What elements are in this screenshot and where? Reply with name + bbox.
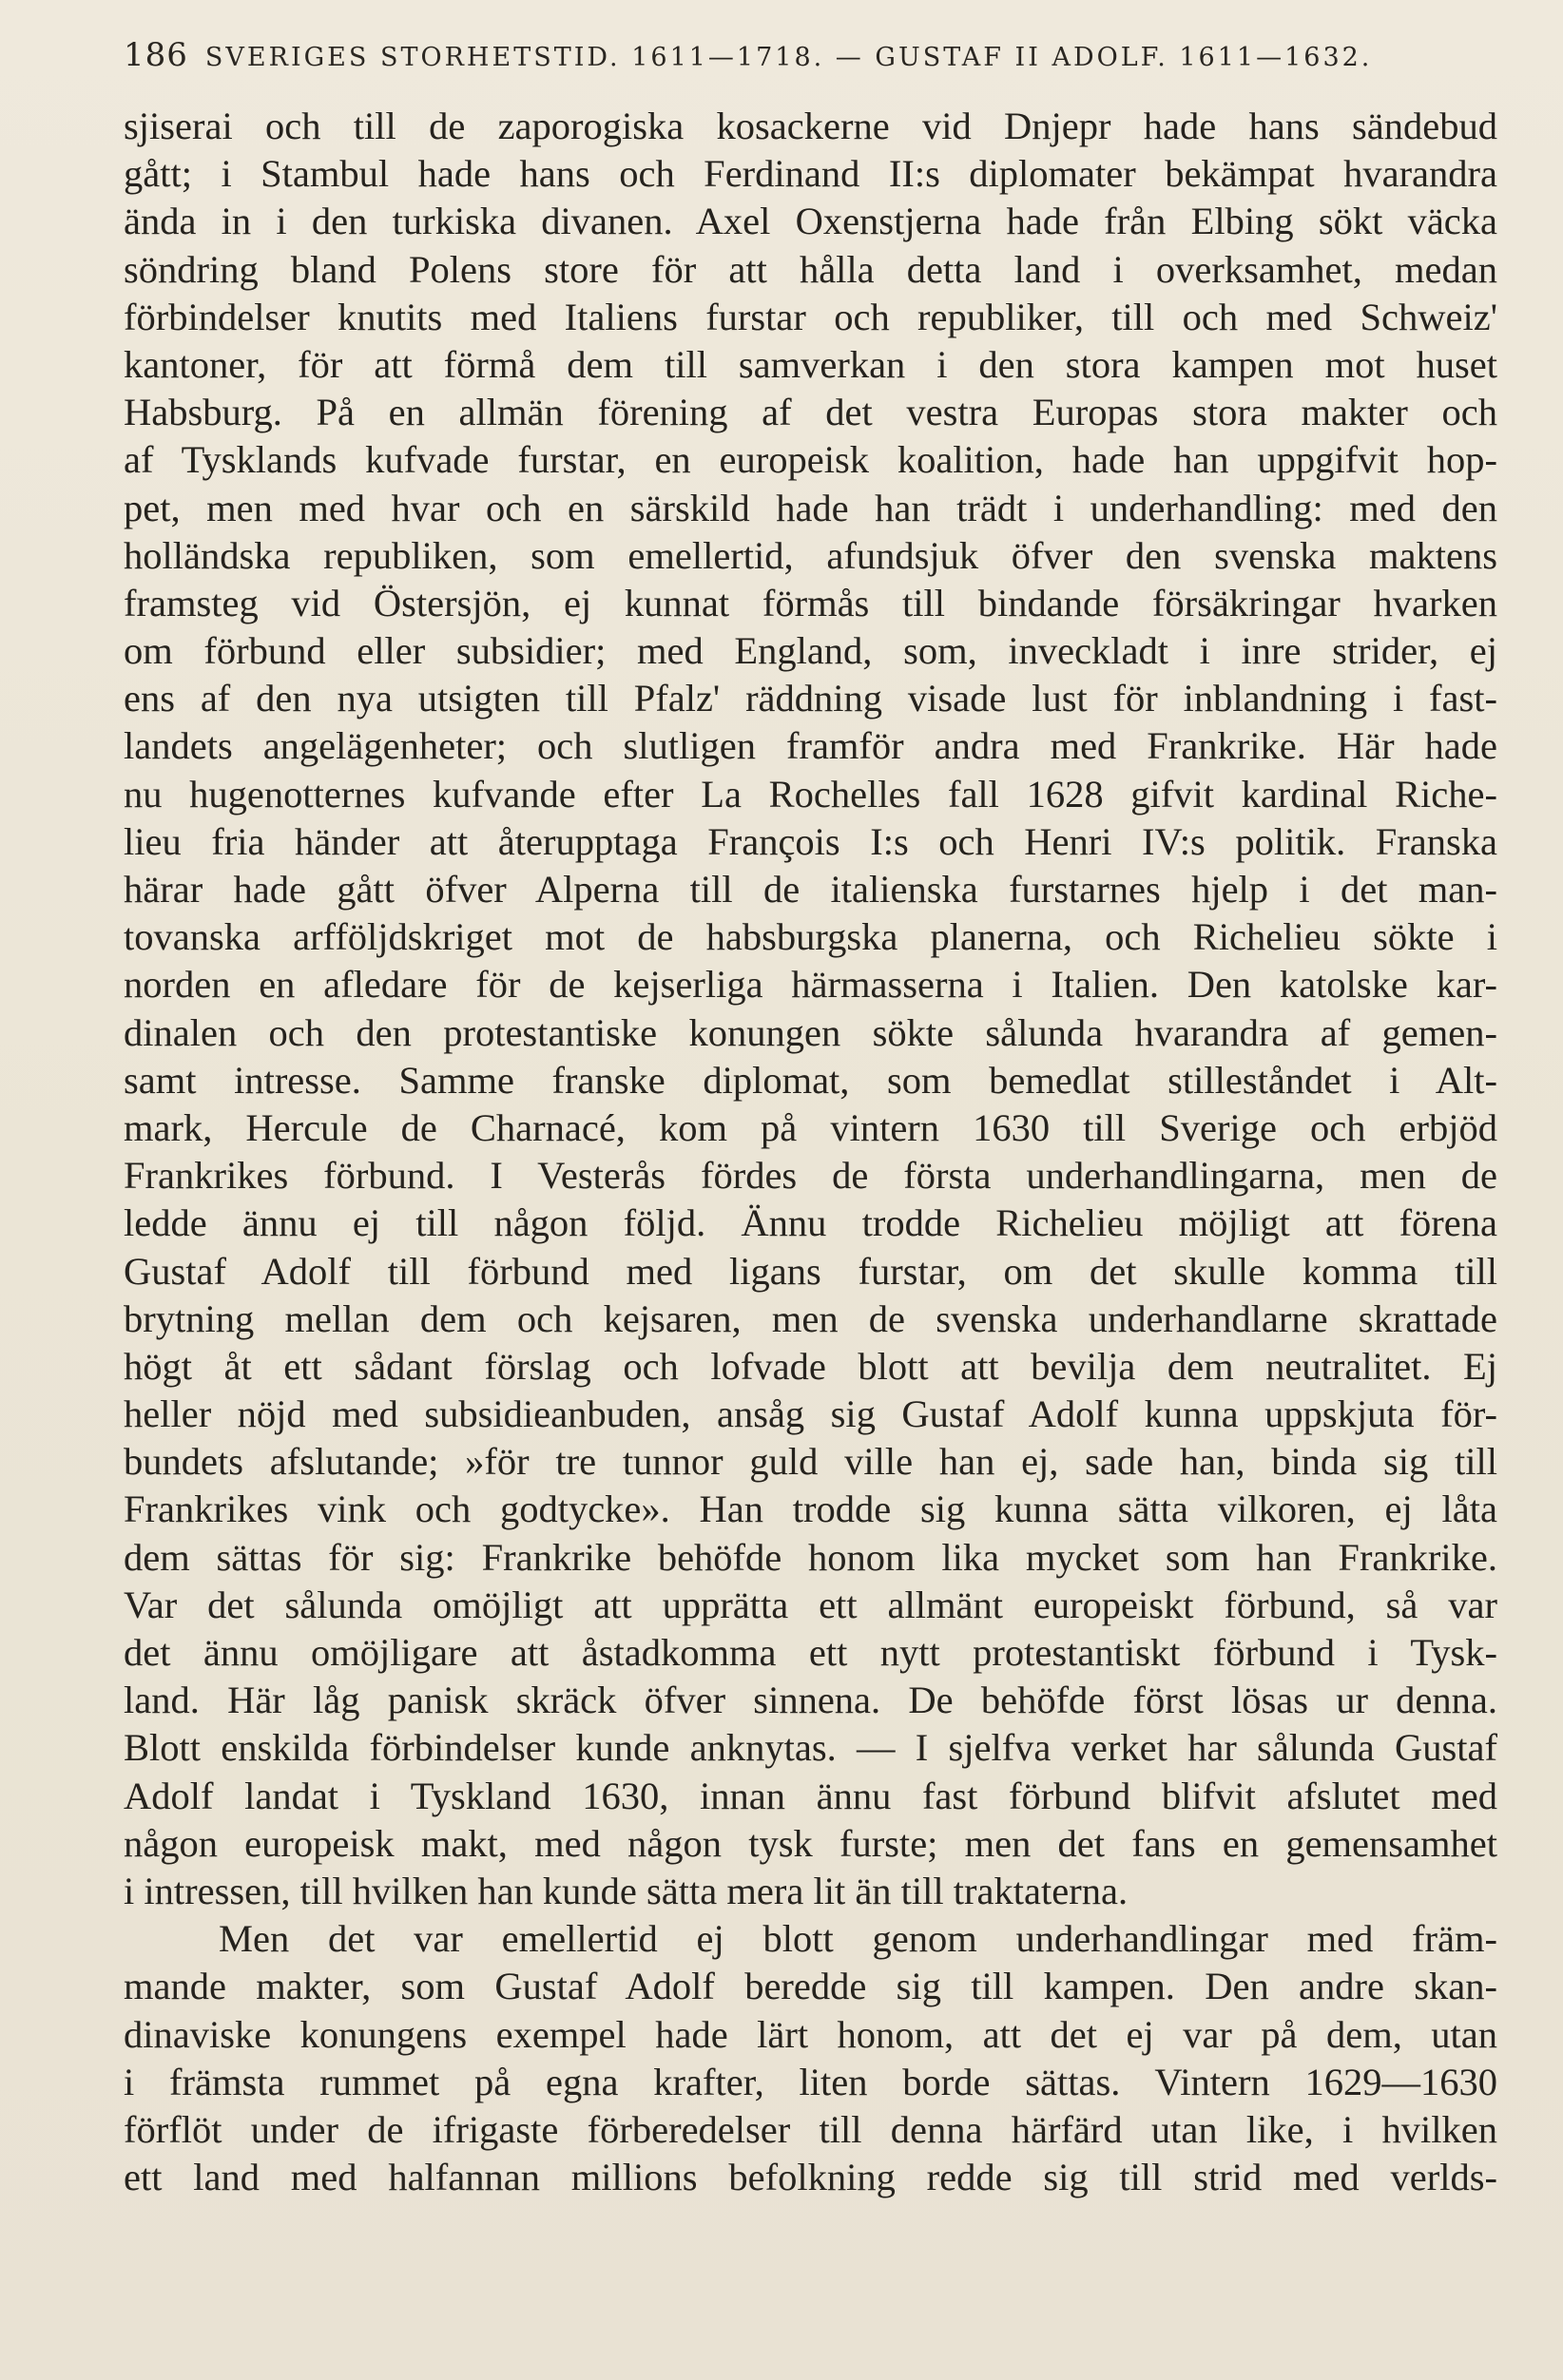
text-line: Habsburg. På en allmän förening af det vestra Europas stora makter och bbox=[124, 391, 1497, 434]
text-line: norden en afledare för de kejserliga härmasserna i Italien. Den katolske kar- bbox=[124, 963, 1497, 1007]
text-line: Frankrikes förbund. I Vesterås fördes de första underhandlingarna, men de bbox=[124, 1154, 1497, 1198]
text-line: sjiserai och till de zaporogiska kosackerne vid Dnjepr hade hans sändebud bbox=[124, 105, 1497, 147]
text-line: dinaviske konungens exempel hade lärt honom, att det ej var på dem, utan bbox=[124, 2012, 1497, 2056]
text-line: Adolf landat i Tyskland 1630, innan ännu fast förbund blifvit afslutet med bbox=[124, 1774, 1497, 1817]
text-line: Blott enskilda förbindelser kunde anknytas. — I sjelfva verket har sålunda Gustaf bbox=[124, 1726, 1497, 1770]
text-line: förbindelser knutits med Italiens furstar och republiker, till och med Schweiz' bbox=[124, 295, 1497, 338]
text-line: bundets afslutande; »för tre tunnor guld ville han ej, sade han, binda sig till bbox=[124, 1440, 1497, 1484]
text-line: det ännu omöjligare att åstadkomma ett nytt protestantiskt förbund i Tysk- bbox=[124, 1631, 1497, 1674]
text-line: brytning mellan dem och kejsaren, men de svenska underhandlarne skrattade bbox=[124, 1296, 1497, 1340]
text-line: gått; i Stambul hade hans och Ferdinand II:s diplomater bekämpat hvarandra bbox=[124, 152, 1497, 196]
text-line: ledde ännu ej till någon följd. Ännu trodde Richelieu möjligt att förena bbox=[124, 1201, 1497, 1245]
text-line: samt intresse. Samme franske diplomat, som bemedlat stilleståndet i Alt- bbox=[124, 1058, 1497, 1102]
text-line: ett land med halfannan millions befolkning redde sig till strid med verlds- bbox=[124, 2156, 1497, 2199]
page-number: 186 bbox=[124, 36, 188, 74]
text-line: någon europeisk makt, med någon tysk furste; men det fans en gemensamhet bbox=[124, 1821, 1497, 1865]
text-line: framsteg vid Östersjön, ej kunnat förmås till bindande försäkringar hvarken bbox=[124, 581, 1497, 624]
text-line: nu hugenotternes kufvande efter La Rochelles fall 1628 gifvit kardinal Riche- bbox=[124, 772, 1497, 816]
text-line: land. Här låg panisk skräck öfver sinnena. De behöfde först lösas ur denna. bbox=[124, 1679, 1497, 1722]
text-line: i främsta rummet på egna krafter, liten borde sättas. Vintern 1629—1630 bbox=[124, 2060, 1497, 2103]
text-line: ända in i den turkiska divanen. Axel Oxenstjerna hade från Elbing sökt väcka bbox=[124, 200, 1497, 243]
text-line: ens af den nya utsigten till Pfalz' räddning visade lust för inblandning i fast- bbox=[124, 677, 1497, 720]
text-line: om förbund eller subsidier; med England, som, inveckladt i inre strider, ej bbox=[124, 629, 1497, 673]
paragraph-start-line: Men det var emellertid ej blott genom underhandlingar med främ- bbox=[219, 1917, 1497, 1961]
text-line: landets angelägenheter; och slutligen framför andra med Frankrike. Här hade bbox=[124, 724, 1497, 768]
text-line: Frankrikes vink och godtycke». Han trodde sig kunna sätta vilkoren, ej låta bbox=[124, 1488, 1497, 1531]
body-text bbox=[124, 103, 1497, 2201]
running-header bbox=[124, 36, 1436, 74]
text-line: dinalen och den protestantiske konungen sökte sålunda hvarandra af gemen- bbox=[124, 1010, 1497, 1054]
text-line: söndring bland Polens store för att hålla detta land i overksamhet, medan bbox=[124, 247, 1497, 291]
text-line: heller nöjd med subsidieanbuden, ansåg sig Gustaf Adolf kunna uppskjuta för- bbox=[124, 1392, 1497, 1436]
running-title: SVERIGES STORHETSTID. 1611—1718. — GUSTAF II ADOLF. 1611—1632. bbox=[204, 43, 1373, 72]
text-line: Gustaf Adolf till förbund med ligans furstar, om det skulle komma till bbox=[124, 1249, 1497, 1293]
text-line: Var det sålunda omöjligt att upprätta ett allmänt europeiskt förbund, så var bbox=[124, 1583, 1497, 1626]
text-line: pet, men med hvar och en särskild hade han trädt i underhandling: med den bbox=[124, 486, 1497, 529]
text-line: af Tysklands kufvade furstar, en europeisk koalition, hade han uppgifvit hop- bbox=[124, 438, 1497, 482]
paragraph-end-line: i intressen, till hvilken han kunde sätta mera lit än till traktaterna. bbox=[124, 1869, 1129, 1912]
text-line: lieu fria händer att återupptaga François I:s och Henri IV:s politik. Franska bbox=[124, 819, 1497, 863]
text-line: tovanska arfföljdskriget mot de habsburgska planerna, och Richelieu sökte i bbox=[124, 915, 1497, 959]
text-line: dem sättas för sig: Frankrike behöfde honom lika mycket som han Frankrike. bbox=[124, 1535, 1497, 1579]
text-line: högt åt ett sådant förslag och lofvade blott att bevilja dem neutralitet. Ej bbox=[124, 1344, 1497, 1388]
text-line: mark, Hercule de Charnacé, kom på vintern 1630 till Sverige och erbjöd bbox=[124, 1105, 1497, 1149]
text-line: holländska republiken, som emellertid, afundsjuk öfver den svenska maktens bbox=[124, 533, 1497, 577]
text-line: kantoner, för att förmå dem till samverkan i den stora kampen mot huset bbox=[124, 342, 1497, 386]
text-line: förflöt under de ifrigaste förberedelser till denna härfärd utan like, i hvilken bbox=[124, 2107, 1497, 2151]
text-line: mande makter, som Gustaf Adolf beredde sig till kampen. Den andre skan- bbox=[124, 1965, 1497, 2008]
text-line: härar hade gått öfver Alperna till de italienska furstarnes hjelp i det man- bbox=[124, 868, 1497, 911]
